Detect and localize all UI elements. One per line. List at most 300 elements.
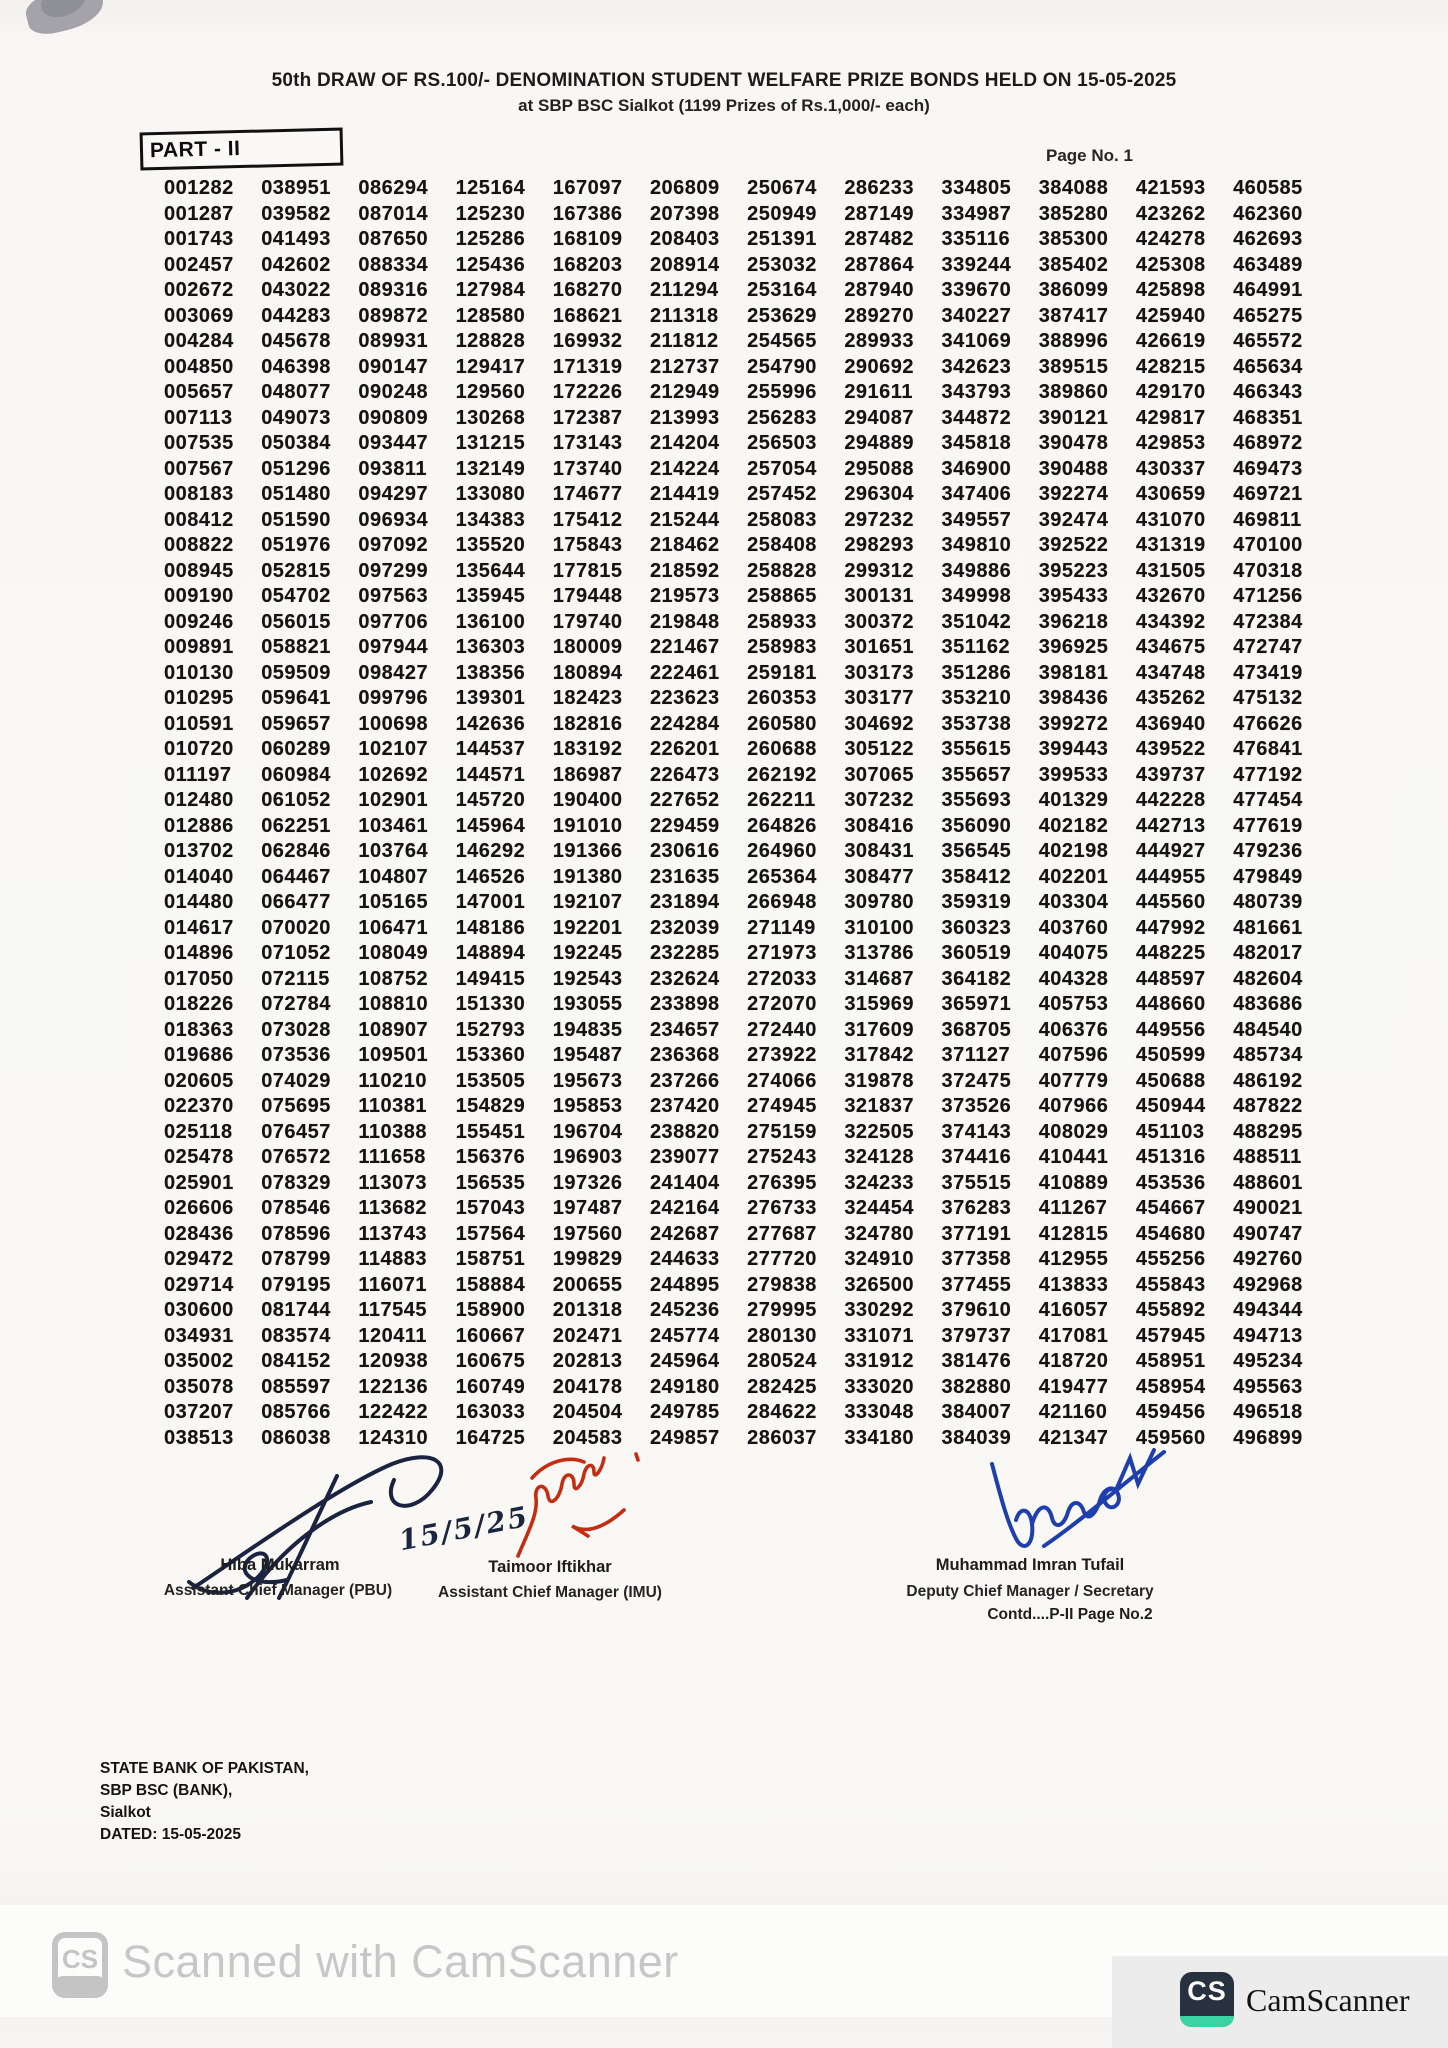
prize-bond-number: 279838 <box>747 1273 817 1296</box>
prize-bond-number: 449556 <box>1135 1018 1206 1041</box>
prize-bond-number: 208403 <box>649 228 720 250</box>
prize-bond-number: 157043 <box>455 1197 526 1219</box>
prize-bond-number: 460585 <box>1233 177 1303 199</box>
page-number: Page No. 1 <box>1046 146 1133 165</box>
prize-bond-number: 078799 <box>261 1248 331 1270</box>
prize-bond-number: 009891 <box>164 636 234 658</box>
prize-bond-number: 349557 <box>941 508 1012 531</box>
prize-bond-number: 439737 <box>1135 763 1206 786</box>
prize-bond-number: 496518 <box>1233 1401 1303 1423</box>
prize-bond-number: 298293 <box>844 534 915 556</box>
prize-bond-number: 439522 <box>1135 738 1206 760</box>
prize-bond-number: 201318 <box>552 1299 623 1321</box>
prize-bond-number: 475132 <box>1233 687 1303 709</box>
prize-bond-number: 183192 <box>552 738 623 760</box>
prize-bond-number: 127984 <box>455 279 526 301</box>
prize-bond-number: 131215 <box>455 432 526 454</box>
prize-bond-number: 271973 <box>747 942 817 964</box>
prize-bond-number: 224284 <box>649 712 720 735</box>
prize-bond-number: 451103 <box>1135 1120 1205 1143</box>
continuation-note: Contd....P-II Page No.2 <box>987 1606 1153 1623</box>
prize-bond-number: 117545 <box>358 1299 428 1321</box>
prize-bond-number: 202813 <box>552 1350 623 1372</box>
prize-bond-number: 034931 <box>164 1324 234 1347</box>
prize-bond-number: 064467 <box>261 865 331 888</box>
prize-bond-number: 417081 <box>1038 1324 1109 1347</box>
prize-bond-number: 264826 <box>747 814 817 837</box>
prize-bond-number: 359319 <box>941 891 1012 913</box>
prize-bond-number: 158884 <box>455 1273 526 1296</box>
prize-bond-number: 089872 <box>358 304 429 327</box>
prize-bond-number: 425308 <box>1135 253 1206 276</box>
prize-bond-number: 151330 <box>455 993 526 1015</box>
prize-bond-number: 355615 <box>941 738 1012 760</box>
prize-bond-number: 087650 <box>358 228 429 250</box>
prize-bond-number: 084152 <box>261 1350 331 1372</box>
prize-bond-number: 331912 <box>844 1350 915 1372</box>
prize-bond-number: 295088 <box>844 457 915 480</box>
prize-bond-number: 102692 <box>358 763 429 786</box>
prize-bond-number: 335116 <box>941 228 1011 250</box>
prize-bond-number: 259181 <box>747 661 817 684</box>
prize-bond-number: 407966 <box>1038 1095 1109 1117</box>
prize-bond-number: 251391 <box>747 228 817 250</box>
prize-bond-number: 182423 <box>552 687 623 709</box>
prize-bond-number: 200655 <box>552 1273 623 1296</box>
prize-bond-number: 062846 <box>261 840 331 862</box>
prize-bond-number: 222461 <box>649 661 720 684</box>
prize-bond-number: 120938 <box>358 1350 429 1372</box>
prize-bond-number: 212737 <box>649 355 720 378</box>
prize-bond-number: 296304 <box>844 483 915 505</box>
table-row <box>160 686 1330 712</box>
prize-bond-number: 465572 <box>1233 330 1303 352</box>
table-row <box>160 584 1330 610</box>
watermark-text: Scanned with CamScanner <box>122 1936 679 1987</box>
prize-bond-number: 448597 <box>1135 967 1206 990</box>
table-row <box>160 1069 1330 1095</box>
prize-bond-number: 326500 <box>844 1273 915 1296</box>
prize-bond-number: 192245 <box>552 942 623 964</box>
prize-bond-number: 345818 <box>941 432 1012 454</box>
prize-bond-number: 307232 <box>844 789 915 811</box>
issuer-line-bank: STATE BANK OF PAKISTAN, <box>100 1760 309 1777</box>
prize-bond-number: 001287 <box>164 202 234 225</box>
table-row <box>160 227 1330 253</box>
prize-bond-number: 214419 <box>649 483 720 505</box>
prize-bond-number: 148894 <box>455 942 526 964</box>
prize-bond-number: 482604 <box>1233 967 1303 990</box>
table-row <box>160 533 1330 559</box>
prize-bond-number: 453536 <box>1135 1171 1206 1194</box>
prize-bond-number: 041493 <box>261 228 331 250</box>
prize-bond-number: 274945 <box>747 1095 817 1117</box>
prize-bond-number: 190400 <box>552 789 623 811</box>
prize-bond-number: 079195 <box>261 1273 331 1296</box>
prize-bond-number: 158900 <box>455 1299 526 1321</box>
prize-bond-number: 471256 <box>1233 585 1303 607</box>
prize-bond-number: 468972 <box>1233 432 1303 454</box>
prize-bond-number: 211812 <box>649 330 719 352</box>
prize-bond-number: 097944 <box>358 636 429 658</box>
prize-bond-number: 004284 <box>164 330 234 352</box>
prize-bond-number: 257054 <box>747 457 817 480</box>
prize-bond-number: 289270 <box>844 304 915 327</box>
prize-bond-number: 237420 <box>649 1095 720 1117</box>
prize-bond-number: 094297 <box>358 483 429 505</box>
prize-bond-number: 324910 <box>844 1248 915 1270</box>
prize-bond-number: 136100 <box>455 610 526 633</box>
prize-bond-number: 060289 <box>261 738 331 760</box>
prize-bond-number: 191380 <box>552 865 623 888</box>
prize-bond-number: 229459 <box>649 814 720 837</box>
prize-bond-number: 113682 <box>358 1197 428 1219</box>
issuer-line-office: SBP BSC (BANK), <box>100 1782 233 1799</box>
prize-bond-number: 487822 <box>1233 1095 1303 1117</box>
prize-bond-number: 081744 <box>261 1299 331 1321</box>
table-row <box>160 253 1330 279</box>
prize-bond-number: 365971 <box>941 993 1012 1015</box>
prize-bond-number: 277687 <box>747 1222 817 1245</box>
prize-bond-number: 430337 <box>1135 457 1206 480</box>
prize-bond-number: 277720 <box>747 1248 817 1270</box>
prize-bond-number: 299312 <box>844 559 915 582</box>
prize-bond-number: 280524 <box>747 1350 817 1372</box>
prize-bond-number: 258083 <box>747 508 817 531</box>
prize-bond-number: 351286 <box>941 661 1012 684</box>
prize-bond-number: 086038 <box>261 1426 331 1449</box>
prize-bond-number: 356090 <box>941 814 1012 837</box>
table-row <box>160 890 1330 916</box>
signatory-name: Taimoor Iftikhar <box>488 1558 612 1576</box>
svg-text:CS: CS <box>61 1944 99 1974</box>
prize-bond-number: 171319 <box>552 355 623 378</box>
prize-bond-number: 083574 <box>261 1324 331 1347</box>
prize-bond-number: 028436 <box>164 1222 234 1245</box>
table-row <box>160 176 1330 202</box>
prize-bond-number: 102107 <box>358 738 429 760</box>
prize-bond-number: 465634 <box>1233 355 1303 378</box>
prize-bond-number: 382880 <box>941 1375 1012 1398</box>
prize-bond-number: 072784 <box>261 993 331 1015</box>
prize-bond-number: 276395 <box>747 1171 817 1194</box>
prize-bond-number: 330292 <box>844 1299 915 1321</box>
table-row <box>160 1247 1330 1273</box>
prize-bond-number: 025478 <box>164 1146 234 1168</box>
prize-bond-number: 014617 <box>164 916 234 939</box>
prize-bond-number: 477454 <box>1233 789 1303 811</box>
prize-bond-number: 054702 <box>261 585 331 607</box>
prize-bond-number: 093811 <box>358 457 428 480</box>
prize-bond-number: 226201 <box>649 738 720 760</box>
prize-bond-number: 349998 <box>941 585 1012 607</box>
prize-bond-number: 136303 <box>455 636 526 658</box>
prize-bond-number: 078329 <box>261 1171 331 1194</box>
prize-bond-number: 153505 <box>455 1069 526 1092</box>
prize-bond-number: 168203 <box>552 253 623 276</box>
prize-bond-number: 105165 <box>358 891 429 913</box>
prize-bond-number: 058821 <box>261 636 331 658</box>
prize-bond-number: 208914 <box>649 253 720 276</box>
prize-bond-number: 048077 <box>261 381 331 403</box>
prize-bond-number: 375515 <box>941 1171 1012 1194</box>
signatory-title: Deputy Chief Manager / Secretary <box>906 1583 1154 1600</box>
prize-bond-number: 196704 <box>552 1120 623 1143</box>
prize-bond-number: 360323 <box>941 916 1012 939</box>
prize-bond-number: 482017 <box>1233 942 1303 964</box>
prize-bond-number: 396925 <box>1038 636 1109 658</box>
table-row <box>160 788 1330 814</box>
prize-bond-number: 410441 <box>1038 1146 1109 1168</box>
prize-bond-number: 434392 <box>1135 610 1206 633</box>
prize-bond-number: 458951 <box>1135 1350 1206 1372</box>
prize-bond-number: 262211 <box>747 789 816 811</box>
prize-bond-number: 147001 <box>455 891 526 913</box>
prize-bond-number: 258865 <box>747 585 817 607</box>
prize-bond-number: 192201 <box>552 916 623 939</box>
prize-bond-number: 429170 <box>1135 381 1206 403</box>
prize-bond-number: 340227 <box>941 304 1012 327</box>
prize-bond-number: 463489 <box>1233 253 1303 276</box>
prize-bond-number: 124310 <box>358 1426 429 1449</box>
prize-bond-number: 207398 <box>649 202 720 225</box>
table-row <box>160 839 1330 865</box>
prize-bond-number: 211294 <box>649 279 719 301</box>
prize-bond-number: 046398 <box>261 355 331 378</box>
prize-bond-number: 455892 <box>1135 1299 1206 1321</box>
prize-bond-number: 287940 <box>844 279 915 301</box>
prize-bond-number: 129560 <box>455 381 526 403</box>
prize-bond-number: 218462 <box>649 534 720 556</box>
prize-bond-number: 102901 <box>358 789 429 811</box>
prize-bond-number: 164725 <box>455 1426 526 1449</box>
prize-bond-number: 379737 <box>941 1324 1012 1347</box>
prize-bond-number: 477192 <box>1233 763 1303 786</box>
prize-bond-number: 232285 <box>649 942 720 964</box>
prize-bond-number: 434675 <box>1135 636 1206 658</box>
table-row <box>160 329 1330 355</box>
prize-bond-number: 479236 <box>1233 840 1303 862</box>
prize-bond-number: 029714 <box>164 1273 234 1296</box>
prize-bond-number: 010591 <box>164 712 234 735</box>
prize-bond-number: 308416 <box>844 814 915 837</box>
prize-bond-number: 442228 <box>1135 789 1206 811</box>
prize-bond-number: 014040 <box>164 865 234 888</box>
prize-bond-number: 425940 <box>1135 304 1206 327</box>
prize-bond-number: 384039 <box>941 1426 1012 1449</box>
prize-bond-number: 234657 <box>649 1018 720 1041</box>
prize-bond-number: 360519 <box>941 942 1012 964</box>
prize-bond-number: 106471 <box>358 916 429 939</box>
prize-bond-number: 109501 <box>358 1044 429 1066</box>
prize-bond-number: 258983 <box>747 636 817 658</box>
table-row <box>160 1043 1330 1069</box>
prize-bond-number: 103461 <box>358 814 429 837</box>
prize-bond-number: 076457 <box>261 1120 331 1143</box>
prize-bond-number: 090147 <box>358 355 429 378</box>
prize-bond-number: 280130 <box>747 1324 817 1347</box>
prize-bond-number: 388996 <box>1038 330 1109 352</box>
prize-bond-number: 410889 <box>1038 1171 1109 1194</box>
prize-bond-number: 085766 <box>261 1401 331 1423</box>
prize-bond-number: 398436 <box>1038 687 1109 709</box>
prize-bond-number: 258408 <box>747 534 817 556</box>
prize-bond-number: 145720 <box>455 789 526 811</box>
prize-bond-number: 038951 <box>261 177 331 199</box>
prize-bond-number: 073536 <box>261 1044 331 1066</box>
prize-bond-number: 407779 <box>1038 1069 1109 1092</box>
prize-bond-number: 303177 <box>844 687 915 709</box>
signatory-title: Assistant Chief Manager (IMU) <box>438 1584 662 1601</box>
prize-bond-number: 355657 <box>941 763 1012 786</box>
prize-bond-number: 272033 <box>747 967 817 990</box>
prize-bond-number: 390478 <box>1038 432 1109 454</box>
prize-bond-number: 412955 <box>1038 1248 1109 1270</box>
prize-bond-number: 384007 <box>941 1401 1012 1423</box>
prize-bond-number: 051296 <box>261 457 331 480</box>
prize-bond-number: 395223 <box>1038 559 1109 582</box>
prize-bond-number: 419477 <box>1038 1375 1109 1398</box>
prize-bond-number: 238820 <box>649 1120 720 1143</box>
prize-bond-number: 157564 <box>455 1222 526 1245</box>
prize-bond-number: 314687 <box>844 967 915 990</box>
prize-bond-number: 324454 <box>844 1197 915 1219</box>
prize-bond-number: 130268 <box>455 406 526 429</box>
prize-bond-number: 008183 <box>164 483 234 505</box>
prize-bond-number: 392274 <box>1038 483 1109 505</box>
prize-bond-number: 385300 <box>1038 228 1109 250</box>
prize-bond-number: 469721 <box>1233 483 1303 505</box>
prize-bond-number: 355693 <box>941 789 1012 811</box>
prize-bond-number: 324128 <box>844 1146 915 1168</box>
prize-bond-number: 257452 <box>747 483 817 505</box>
prize-bond-number: 392522 <box>1038 534 1109 556</box>
prize-bond-number: 168270 <box>552 279 623 301</box>
prize-bond-number: 264960 <box>747 840 817 862</box>
prize-bond-number: 060984 <box>261 763 331 786</box>
prize-bond-number: 197326 <box>552 1171 623 1194</box>
prize-bond-number: 457945 <box>1135 1324 1206 1347</box>
prize-bond-number: 495234 <box>1233 1350 1303 1372</box>
prize-bond-number: 483686 <box>1233 993 1303 1015</box>
table-row <box>160 737 1330 763</box>
prize-bond-number: 066477 <box>261 891 331 913</box>
prize-bond-number: 399272 <box>1038 712 1109 735</box>
prize-bond-number: 108810 <box>358 993 429 1015</box>
table-row <box>160 431 1330 457</box>
prize-bond-number: 012480 <box>164 789 234 811</box>
prize-bond-number: 271149 <box>747 916 816 939</box>
prize-bond-number: 072115 <box>261 967 330 990</box>
prize-bond-number: 488601 <box>1233 1171 1303 1194</box>
prize-bond-number: 274066 <box>747 1069 817 1092</box>
prize-bond-number: 334987 <box>941 202 1012 225</box>
prize-bond-number: 287864 <box>844 253 915 276</box>
prize-bond-number: 430659 <box>1135 483 1206 505</box>
handwritten-date: 15/5/25 <box>396 1499 532 1558</box>
prize-bond-number: 411267 <box>1038 1197 1108 1219</box>
prize-bond-number: 245774 <box>649 1324 720 1347</box>
prize-bond-number: 402182 <box>1038 814 1109 837</box>
prize-bond-number: 097706 <box>358 610 429 633</box>
prize-bond-number: 317842 <box>844 1044 915 1066</box>
prize-bond-number: 421593 <box>1135 177 1206 199</box>
prize-bond-number: 485734 <box>1233 1044 1303 1066</box>
prize-bond-number: 432670 <box>1135 585 1206 607</box>
prize-bond-number: 431070 <box>1135 508 1206 531</box>
prize-bond-number: 056015 <box>261 610 331 633</box>
prize-bond-number: 050384 <box>261 432 331 454</box>
prize-bond-number: 242687 <box>649 1222 720 1245</box>
prize-bond-number: 059509 <box>261 661 331 684</box>
prize-bond-number: 191366 <box>552 840 623 862</box>
table-row <box>160 712 1330 738</box>
prize-bond-number: 219848 <box>649 610 720 633</box>
prize-bond-number: 241404 <box>649 1171 720 1194</box>
prize-bond-number: 139301 <box>455 687 526 709</box>
prize-bond-number: 120411 <box>358 1324 428 1347</box>
prize-bond-number: 297232 <box>844 508 915 531</box>
table-row <box>160 202 1330 228</box>
prize-bond-number: 051480 <box>261 483 331 505</box>
prize-bond-number: 213993 <box>649 406 720 429</box>
prize-bond-number: 153360 <box>455 1044 526 1066</box>
prize-bond-number: 231894 <box>649 891 720 913</box>
prize-bond-number: 009246 <box>164 610 234 633</box>
prize-bond-number: 347406 <box>941 483 1012 505</box>
table-row <box>160 635 1330 661</box>
prize-bond-number: 468351 <box>1233 406 1303 429</box>
prize-bond-number: 179448 <box>552 585 623 607</box>
prize-bond-number: 155451 <box>455 1120 526 1143</box>
prize-bond-number: 042602 <box>261 253 331 276</box>
issuer-line-date: DATED: 15-05-2025 <box>100 1826 241 1843</box>
prize-bond-number: 470100 <box>1233 534 1303 556</box>
prize-bond-number: 011197 <box>164 763 232 786</box>
prize-bond-number: 260353 <box>747 687 817 709</box>
prize-bond-number: 133080 <box>455 483 526 505</box>
prize-bond-number: 175843 <box>552 534 623 556</box>
prize-bond-number: 007535 <box>164 432 234 454</box>
prize-bond-number: 399443 <box>1038 738 1109 760</box>
prize-bond-number: 204583 <box>552 1426 623 1449</box>
prize-bond-number: 025118 <box>164 1120 233 1143</box>
prize-bond-number: 128580 <box>455 304 526 327</box>
table-row <box>160 1018 1330 1044</box>
prize-bond-number: 342623 <box>941 355 1012 378</box>
prize-bond-number: 339670 <box>941 279 1012 301</box>
prize-bond-number: 088334 <box>358 253 429 276</box>
prize-bond-number: 436940 <box>1135 712 1206 735</box>
prize-bond-number: 364182 <box>941 967 1012 990</box>
prize-bond-number: 173740 <box>552 457 623 480</box>
prize-bond-number: 358412 <box>941 865 1012 888</box>
prize-bond-number: 260688 <box>747 738 817 760</box>
prize-bond-number: 486192 <box>1233 1069 1303 1092</box>
prize-bond-number: 272070 <box>747 993 817 1015</box>
prize-bond-number: 098427 <box>358 661 429 684</box>
prize-bond-number: 035002 <box>164 1350 234 1372</box>
prize-bond-number: 104807 <box>358 865 429 888</box>
prize-bond-number: 469473 <box>1233 457 1303 480</box>
document-title: 50th DRAW OF RS.100/- DENOMINATION STUDENT WELFARE PRIZE BONDS HELD ON 15-05-2025 <box>271 70 1177 91</box>
prize-bond-number: 470318 <box>1233 559 1303 582</box>
prize-bond-number: 451316 <box>1135 1146 1206 1168</box>
prize-bond-number: 076572 <box>261 1146 331 1168</box>
prize-bond-number: 194835 <box>552 1018 623 1041</box>
table-row <box>160 278 1330 304</box>
prize-bond-number: 405753 <box>1038 993 1109 1015</box>
